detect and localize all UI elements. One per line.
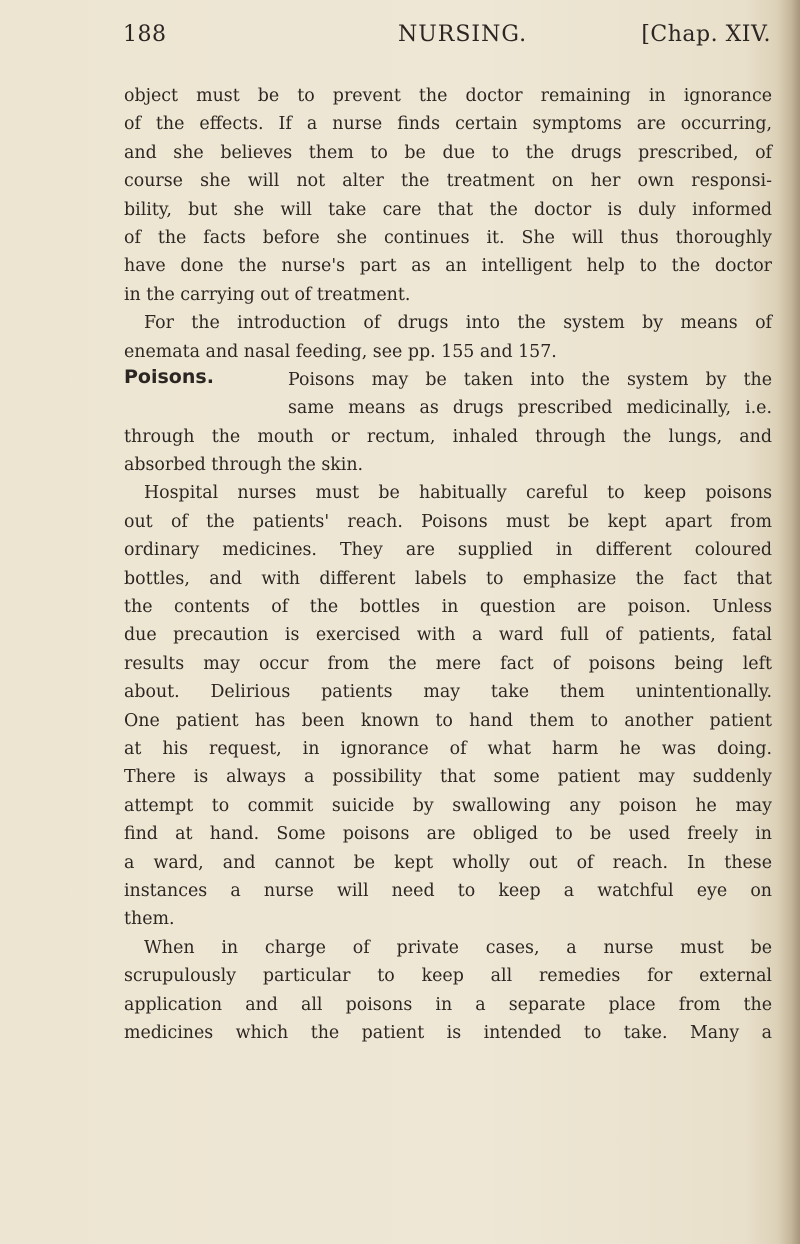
text-line: through the mouth or rectum, inhaled through the lungs, and xyxy=(124,426,772,447)
text-line: and she believes them to be due to the drugs prescribed, of xyxy=(124,142,772,163)
text-line: bility, but she will take care that the doctor is duly informed xyxy=(124,199,772,220)
text-line: bottles, and with different labels to emphasize the fact that xyxy=(124,568,772,589)
text-line: same means as drugs prescribed medicinally, i.e. xyxy=(288,398,772,419)
text-line: absorbed through the skin. xyxy=(124,455,364,476)
text-line: them. xyxy=(124,909,175,930)
text-line: Poisons may be taken into the system by the xyxy=(288,369,772,390)
text-line: have done the nurse's part as an intelligent help to the doctor xyxy=(124,256,772,277)
text-line: out of the patients' reach. Poisons must be kept apart from xyxy=(124,511,772,532)
text-line: enemata and nasal feeding, see pp. 155 and 157. xyxy=(124,341,557,362)
body-text xyxy=(124,82,772,1047)
text-line: scrupulously particular to keep all remedies for external xyxy=(124,966,772,987)
page-number: 188 xyxy=(123,22,167,47)
text-line: of the effects. If a nurse finds certain symptoms are occurring, xyxy=(124,114,772,135)
chapter-label: [Chap. XIV. xyxy=(641,22,771,47)
running-title: NURSING. xyxy=(398,22,528,47)
text-line: course she will not alter the treatment on her own responsi- xyxy=(124,171,772,192)
text-line: instances a nurse will need to keep a watchful eye on xyxy=(124,880,772,901)
text-line: due precaution is exercised with a ward full of patients, fatal xyxy=(124,625,772,646)
text-line: a ward, and cannot be kept wholly out of reach. In these xyxy=(124,852,772,873)
text-line: For the introduction of drugs into the system by means of xyxy=(144,313,772,334)
running-header xyxy=(123,22,771,52)
text-line: medicines which the patient is intended to take. Many a xyxy=(124,1022,772,1043)
text-line: about. Delirious patients may take them unintentionally. xyxy=(124,682,772,703)
text-line: object must be to prevent the doctor remaining in ignorance xyxy=(124,86,772,106)
text-line: ordinary medicines. They are supplied in different coloured xyxy=(124,540,772,561)
text-line: find at hand. Some poisons are obliged to be used freely in xyxy=(124,824,772,845)
text-line: attempt to commit suicide by swallowing any poison he may xyxy=(124,795,772,816)
text-line: the contents of the bottles in question are poison. Unless xyxy=(124,597,772,618)
text-line: of the facts before she continues it. She will thus thoroughly xyxy=(124,227,772,248)
text-line: at his request, in ignorance of what harm he was doing. xyxy=(124,738,772,759)
side-heading-poisons: Poisons. xyxy=(124,366,214,388)
text-line: results may occur from the mere fact of poisons being left xyxy=(124,653,772,674)
text-line: There is always a possibility that some patient may suddenly xyxy=(124,767,772,788)
text-line: One patient has been known to hand them to another patient xyxy=(124,710,772,731)
text-line: Hospital nurses must be habitually careful to keep poisons xyxy=(144,483,772,504)
page-edge-shadow xyxy=(778,0,800,1244)
text-line: in the carrying out of treatment. xyxy=(124,284,411,305)
text-line: When in charge of private cases, a nurse must be xyxy=(144,937,772,958)
text-line: application and all poisons in a separate place from the xyxy=(124,994,772,1015)
